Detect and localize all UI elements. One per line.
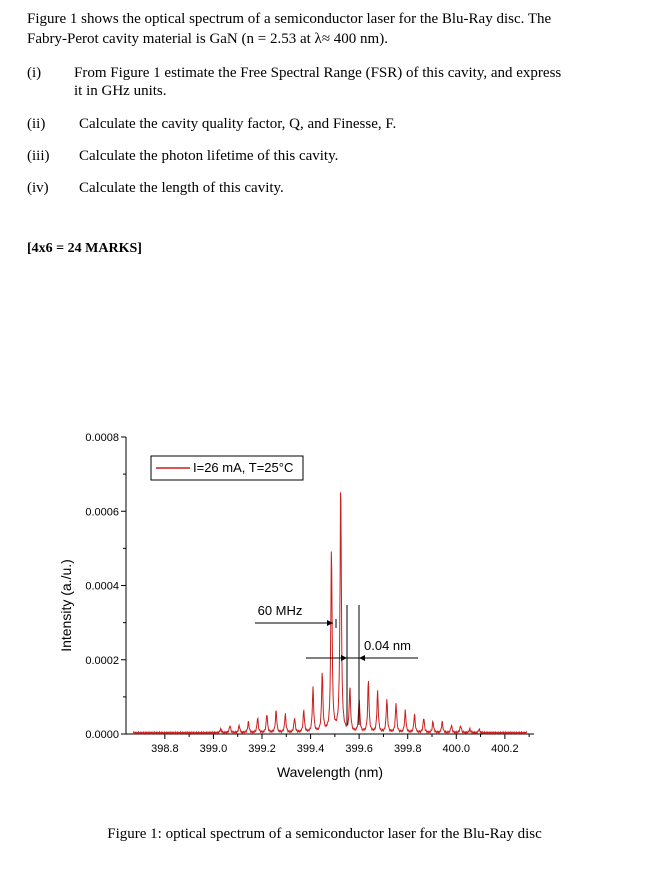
part-number: (i) [27, 65, 42, 81]
x-tick-label: 400.2 [491, 743, 519, 755]
x-tick-label: 399.8 [393, 743, 422, 755]
intro-line-2: Fabry-Perot cavity material is GaN (n = 2.53 at λ≈ 400 nm). [27, 31, 388, 47]
x-tick-label: 399.2 [248, 743, 276, 755]
annotation-004nm: 0.04 nm [364, 638, 411, 653]
y-tick-label: 0.0006 [85, 506, 119, 519]
y-tick-label: 0.0004 [85, 580, 119, 593]
part-number: (ii) [27, 116, 46, 132]
x-axis-label: Wavelength (nm) [276, 764, 384, 780]
x-tick-label: 399.6 [345, 743, 373, 755]
part-text: Calculate the length of this cavity. [79, 180, 284, 196]
y-axis-label: Intensity (a./u.) [58, 559, 74, 652]
plot-area [58, 432, 534, 780]
marks-label: [4x6 = 24 MARKS] [27, 241, 142, 256]
x-tick-label: 399.4 [296, 743, 325, 755]
question-part-iii [27, 147, 627, 167]
part-number: (iv) [27, 180, 49, 196]
part-text-line-1: From Figure 1 estimate the Free Spectral Range (FSR) of this cavity, and express [74, 65, 562, 81]
part-text: Calculate the cavity quality factor, Q, and Finesse, F. [79, 116, 397, 132]
y-tick-label: 0.0008 [85, 432, 119, 444]
part-text-line-2: it in GHz units. [74, 83, 167, 99]
part-text [74, 64, 561, 100]
annotation-spacing-arrow-right [359, 655, 365, 661]
legend [151, 456, 303, 480]
annotation-60mhz: 60 MHz [257, 603, 303, 618]
question-part-i [27, 64, 627, 104]
y-tick-label: 0.0002 [85, 654, 119, 667]
annotation-spacing-arrow-left [341, 655, 347, 661]
y-tick-label: 0.0000 [85, 729, 119, 741]
x-tick-label: 398.8 [151, 743, 179, 755]
x-tick-label: 400.0 [442, 743, 471, 755]
x-tick-label: 399.0 [199, 743, 228, 755]
part-number: (iii) [27, 148, 50, 164]
part-text: Calculate the photon lifetime of this cavity. [79, 148, 339, 164]
legend-label: I=26 mA, T=25°C [193, 460, 294, 475]
figure-caption: Figure 1: optical spectrum of a semiconductor laser for the Blu-Ray disc [107, 826, 542, 842]
intro-line-1: Figure 1 shows the optical spectrum of a semiconductor laser for the Blu-Ray disc. The [27, 11, 552, 27]
spectrum-line [133, 492, 526, 733]
question-intro [27, 9, 617, 49]
question-part-iv [27, 179, 627, 199]
question-part-ii [27, 115, 627, 135]
spectrum-chart [0, 420, 649, 820]
